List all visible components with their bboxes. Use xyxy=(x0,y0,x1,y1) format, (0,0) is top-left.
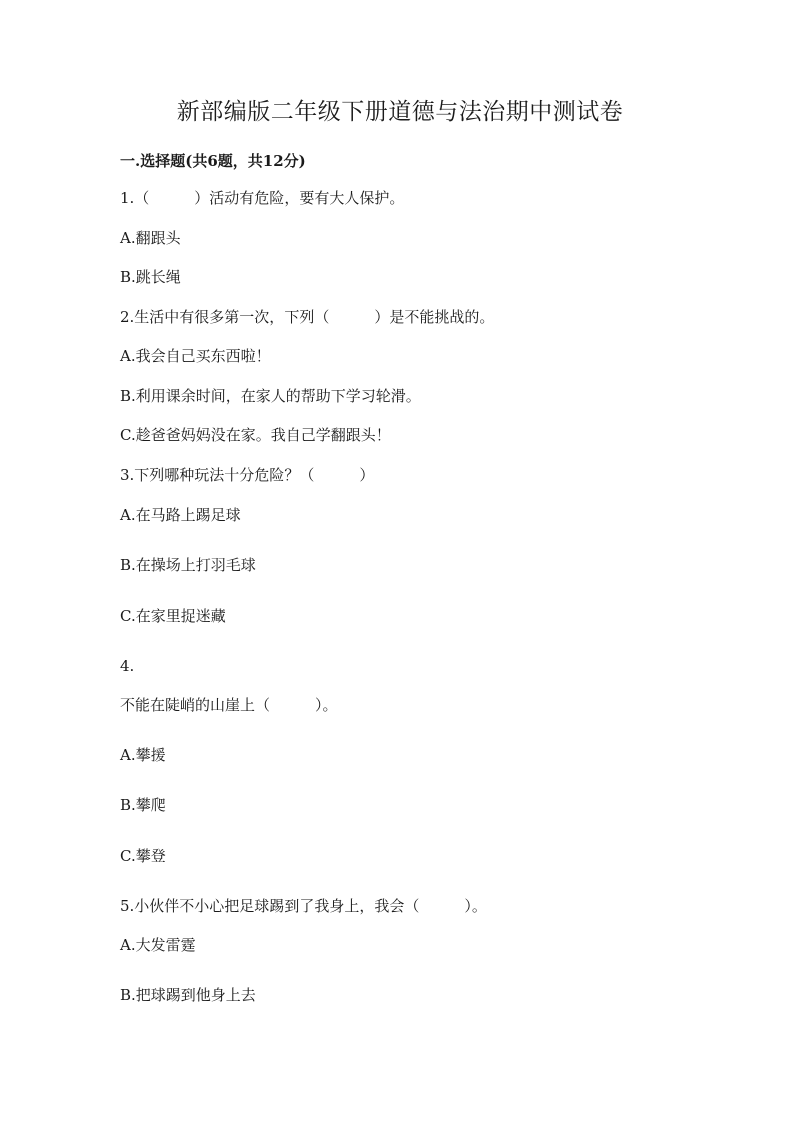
question-3-option-a: A.在马路上踢足球 xyxy=(120,506,241,524)
question-3: 3.下列哪种玩法十分危险？（ ） xyxy=(120,466,375,484)
question-3-option-c: C.在家里捉迷藏 xyxy=(120,607,226,625)
question-1-option-a: A.翻跟头 xyxy=(120,229,181,247)
question-5: 5.小伙伴不小心把足球踢到了我身上，我会（ ）。 xyxy=(120,897,487,915)
question-3-option-b: B.在操场上打羽毛球 xyxy=(120,556,256,574)
question-2-option-b: B.利用课余时间，在家人的帮助下学习轮滑。 xyxy=(120,387,421,405)
page-title: 新部编版二年级下册道德与法治期中测试卷 xyxy=(176,99,624,125)
question-4-option-b: B.攀爬 xyxy=(120,796,166,814)
section-heading: 一.选择题(共6题，共12分) xyxy=(120,152,306,170)
question-1-option-b: B.跳长绳 xyxy=(120,268,181,286)
question-4-number: 4. xyxy=(120,657,135,675)
question-4-option-a: A.攀援 xyxy=(120,746,166,764)
question-4-option-c: C.攀登 xyxy=(120,847,166,865)
question-1: 1.（ ）活动有危险，要有大人保护。 xyxy=(120,189,405,207)
question-2: 2.生活中有很多第一次，下列（ ）是不能挑战的。 xyxy=(120,308,495,326)
question-5-option-b: B.把球踢到他身上去 xyxy=(120,986,256,1004)
question-4: 不能在陡峭的山崖上（ ）。 xyxy=(120,696,338,714)
question-5-option-a: A.大发雷霆 xyxy=(120,936,196,954)
question-2-option-a: A.我会自己买东西啦！ xyxy=(120,347,271,365)
question-2-option-c: C.趁爸爸妈妈没在家。我自己学翻跟头！ xyxy=(120,426,391,444)
